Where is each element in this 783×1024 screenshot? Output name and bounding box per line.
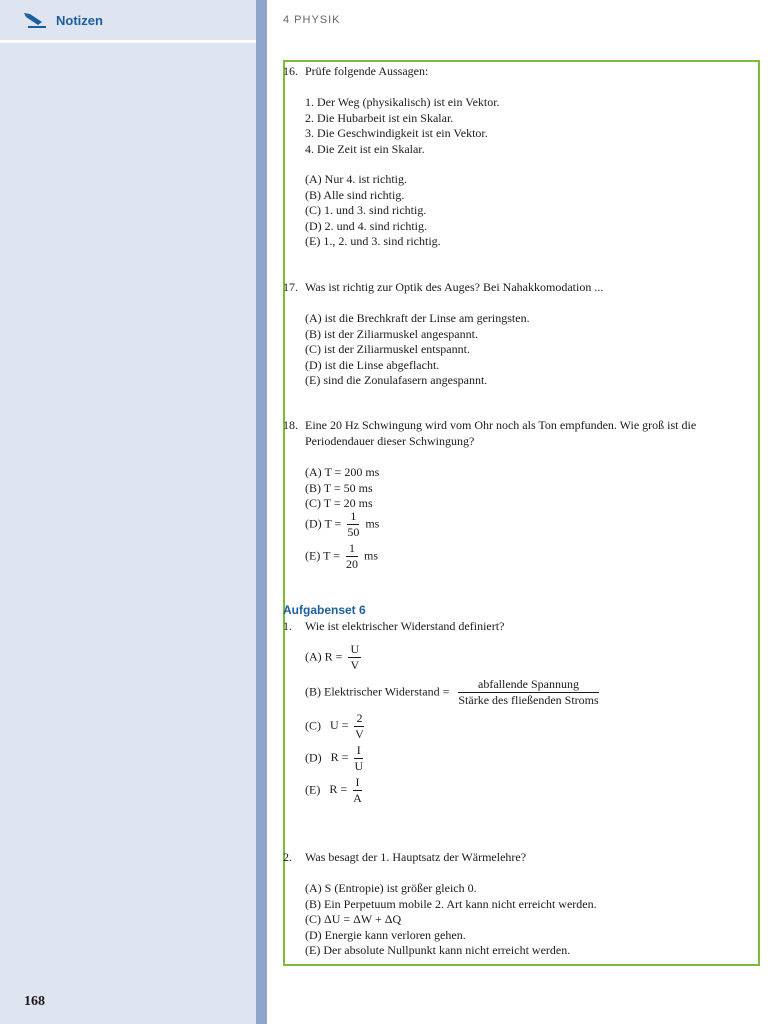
fraction-denominator: V [350, 658, 360, 672]
answer-option-d [305, 743, 366, 774]
question-number: 16. [283, 64, 298, 78]
section-title: Aufgabenset 6 [283, 603, 366, 617]
question-text: Prüfe folgende Aussagen: [305, 64, 429, 78]
fraction-denominator: U [354, 759, 364, 773]
option-label: (D) [305, 750, 322, 765]
answer-option: (B) T = 50 ms [305, 480, 373, 495]
fraction [354, 711, 364, 742]
statement: 4. Die Zeit ist ein Skalar. [305, 141, 425, 156]
fraction-numerator: U [350, 642, 360, 656]
answer-option: (D) 2. und 4. sind richtig. [305, 218, 427, 233]
question-number: 2. [283, 850, 292, 864]
answer-option: (C) ΔU = ΔW + ΔQ [305, 912, 402, 926]
answer-option: (B) ist der Ziliarmuskel angespannt. [305, 326, 478, 341]
fraction-numerator: I [354, 743, 363, 759]
fraction-numerator: 1 [346, 541, 358, 557]
answer-option: (C) ist der Ziliarmuskel entspannt. [305, 342, 470, 356]
fraction-numerator: I [353, 775, 362, 791]
notes-tab[interactable] [0, 0, 256, 40]
question-number: 17. [283, 280, 298, 294]
answer-option-e [305, 541, 378, 572]
sidebar-divider [256, 0, 267, 1024]
answer-option-a [305, 642, 364, 673]
answer-option: (C) 1. und 3. sind richtig. [305, 203, 427, 217]
fraction [353, 775, 362, 806]
option-label: (B) Elektrischer Widerstand = [305, 684, 450, 699]
question-text: Was ist richtig zur Optik des Auges? Bei Nahakkomodation ... [305, 280, 604, 294]
statement-list [305, 95, 500, 157]
fraction [347, 509, 359, 540]
answer-option: (A) T = 200 ms [305, 465, 380, 479]
fraction-denominator: V [355, 727, 364, 741]
answer-option: (A) S (Entropie) ist größer gleich 0. [305, 881, 477, 895]
answer-option-b [305, 677, 602, 708]
question-text: Was besagt der 1. Hauptsatz der Wärmelehre? [305, 850, 527, 864]
answer-option: (D) ist die Linse abgeflacht. [305, 357, 440, 372]
answer-options [305, 881, 597, 959]
option-label: (E) [305, 782, 321, 797]
answer-options [305, 311, 530, 389]
option-label: (D) T = [305, 516, 342, 531]
answer-option: (C) T = 20 ms [305, 496, 373, 510]
answer-option: (B) Alle sind richtig. [305, 187, 405, 202]
fraction-numerator: 2 [356, 711, 363, 725]
option-label: (A) R = [305, 649, 343, 664]
answer-option: (E) 1., 2. und 3. sind richtig. [305, 234, 441, 248]
fraction-denominator: A [353, 791, 362, 805]
pencil-icon [24, 11, 48, 29]
answer-options [305, 172, 441, 250]
question-number: 18. [283, 418, 298, 432]
question-number: 1. [283, 619, 292, 633]
fraction-denominator: 20 [346, 557, 358, 571]
option-label: (C) [305, 718, 321, 733]
notes-sidebar [0, 0, 256, 1024]
running-head: 4 PHYSIK [283, 14, 341, 26]
question-text: Wie ist elektrischer Widerstand definiert? [305, 619, 505, 633]
answer-option: (A) ist die Brechkraft der Linse am geringsten. [305, 311, 530, 325]
fraction [346, 541, 358, 572]
equation-lhs: U = [330, 718, 349, 733]
statement: 1. Der Weg (physikalisch) ist ein Vektor. [305, 95, 500, 109]
question-text: Eine 20 Hz Schwingung wird vom Ohr noch als Ton empfunden. Wie groß ist die Periodendauer dieser Schwingung? [305, 418, 697, 448]
fraction-denominator: Stärke des fließenden Stroms [458, 693, 599, 707]
unit: ms [364, 548, 379, 563]
answer-option-d [305, 509, 379, 540]
answer-option: (D) Energie kann verloren gehen. [305, 927, 466, 942]
option-label: (E) T = [305, 548, 340, 563]
fraction-numerator: 1 [347, 509, 359, 525]
equation-lhs: R = [329, 782, 348, 797]
statement: 3. Die Geschwindigkeit ist ein Vektor. [305, 126, 488, 140]
fraction [458, 677, 598, 708]
fraction [354, 743, 363, 774]
answer-option: (E) sind die Zonulafasern angespannt. [305, 373, 488, 387]
fraction-denominator: 50 [347, 525, 360, 539]
answer-option-e [305, 775, 365, 806]
answer-option-c [305, 711, 367, 742]
equation-lhs: R = [330, 750, 349, 765]
answer-option: (A) Nur 4. ist richtig. [305, 172, 407, 186]
statement: 2. Die Hubarbeit ist ein Skalar. [305, 110, 454, 125]
answer-option: (B) Ein Perpetuum mobile 2. Art kann nicht erreicht werden. [305, 896, 597, 911]
answer-options [305, 465, 379, 512]
page-number: 168 [24, 994, 45, 1009]
fraction [348, 642, 361, 673]
unit: ms [365, 516, 380, 531]
notes-label: Notizen [56, 12, 103, 28]
answer-option: (E) Der absolute Nullpunkt kann nicht erreicht werden. [305, 943, 571, 957]
fraction-numerator: abfallende Spannung [458, 677, 598, 693]
